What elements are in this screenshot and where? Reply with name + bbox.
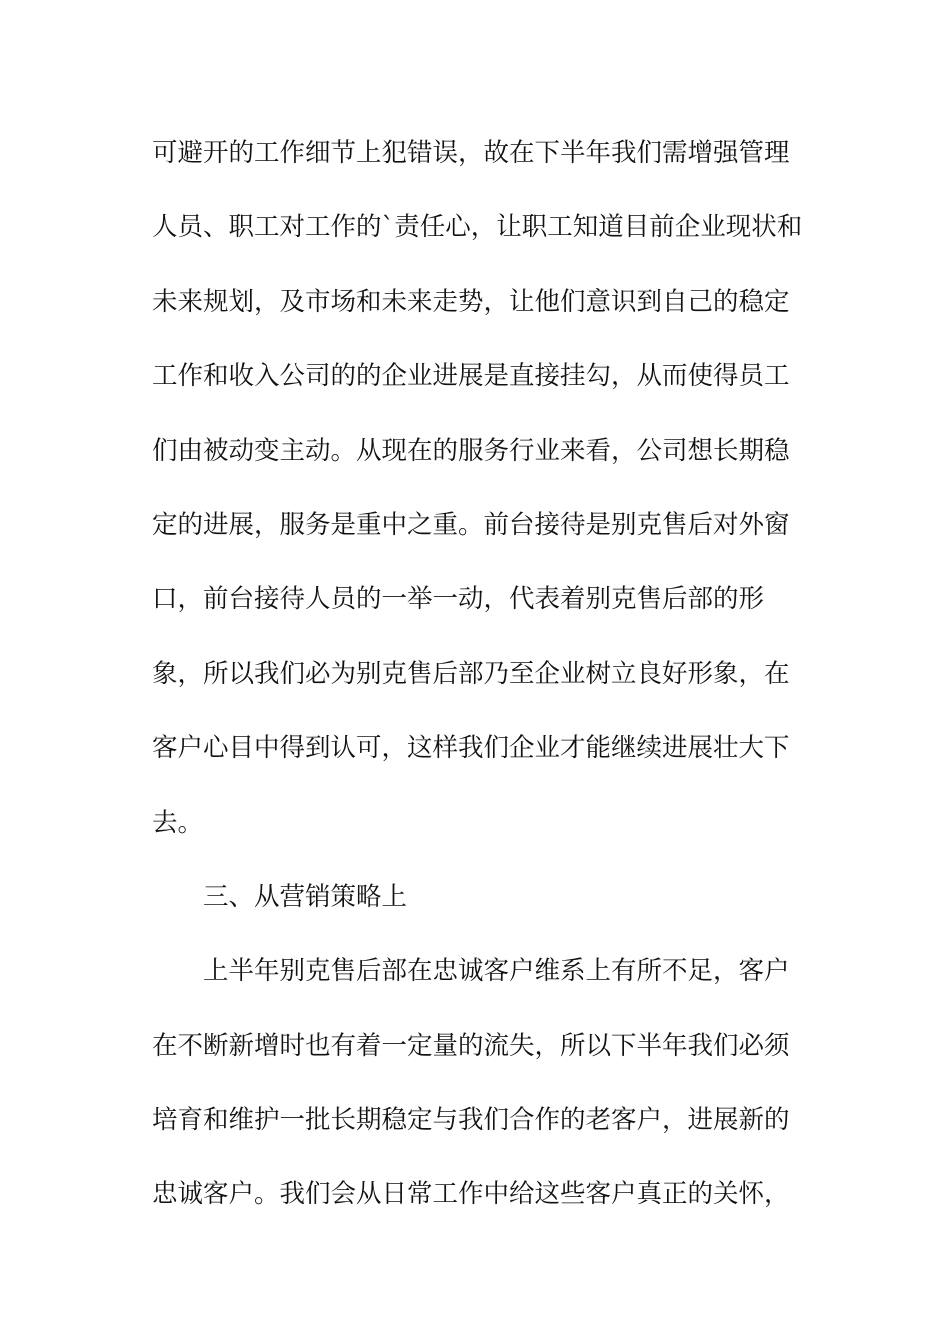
document-body	[152, 128, 812, 1244]
paragraph-line: 客户心目中得到认可，这样我们企业才能继续进展壮大下	[152, 733, 790, 764]
paragraph-line: 人员、职工对工作的`责任心，让职工知道目前企业现状和	[152, 212, 803, 243]
paragraph-line: 未来规划，及市场和未来走势，让他们意识到自己的稳定	[152, 286, 790, 317]
paragraph-line: 去。	[152, 807, 204, 838]
paragraph-line: 忠诚客户。我们会从日常工作中给这些客户真正的关怀，	[152, 1179, 790, 1210]
paragraph-line: 培育和维护一批长期稳定与我们合作的老客户，进展新的	[152, 1105, 790, 1136]
paragraph-line: 可避开的工作细节上犯错误，故在下半年我们需增强管理	[152, 138, 790, 168]
paragraph-line: 定的进展，服务是重中之重。前台接待是别克售后对外窗	[152, 509, 790, 540]
paragraph-line: 们由被动变主动。从现在的服务行业来看，公司想长期稳	[152, 435, 790, 466]
paragraph-line: 上半年别克售后部在忠诚客户维系上有所不足，客户	[203, 956, 790, 987]
paragraph-line: 象，所以我们必为别克售后部乃至企业树立良好形象，在	[152, 658, 790, 689]
paragraph-line: 工作和收入公司的的企业进展是直接挂勾，从而使得员工	[152, 361, 790, 392]
section-heading: 三、从营销策略上	[203, 881, 408, 912]
paragraph-line: 在不断新增时也有着一定量的流失，所以下半年我们必须	[152, 1030, 790, 1061]
paragraph-line: 口，前台接待人员的一举一动，代表着别克售后部的形	[152, 584, 765, 615]
